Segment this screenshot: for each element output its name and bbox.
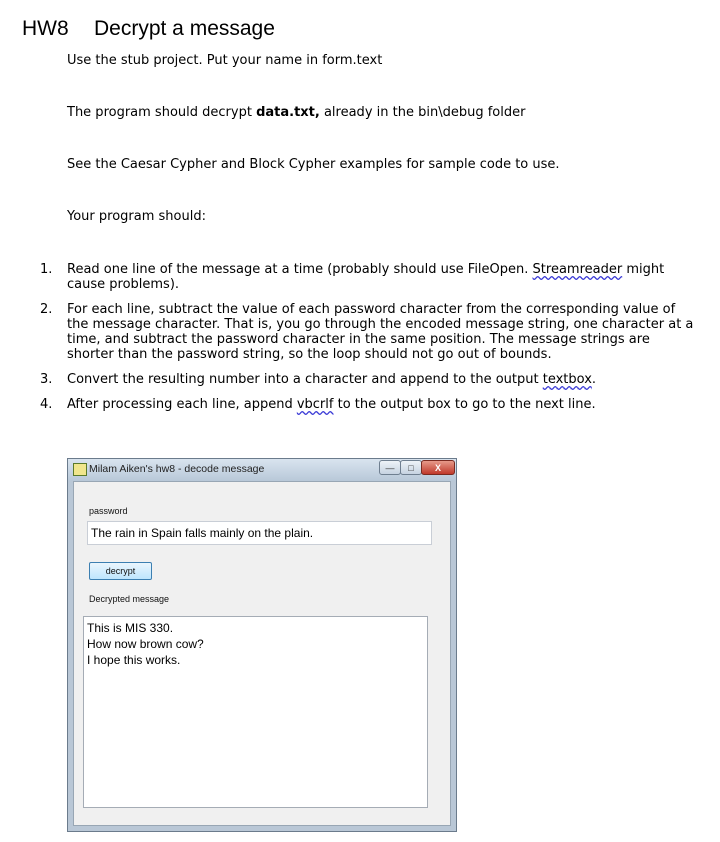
spell-flag-word: Streamreader bbox=[532, 262, 623, 277]
instruction-paragraph-4: Your program should: bbox=[67, 209, 206, 224]
instruction-paragraph-2 bbox=[67, 105, 525, 121]
output-line: How now brown cow? bbox=[87, 637, 204, 651]
window-title: Milam Aiken's hw8 - decode message bbox=[89, 463, 265, 475]
window-titlebar[interactable] bbox=[68, 459, 456, 481]
step-item bbox=[40, 397, 700, 412]
spell-flag-word: textbox bbox=[542, 372, 592, 387]
app-icon bbox=[73, 463, 87, 476]
step-text-end: to the output box to go to the next line. bbox=[333, 397, 596, 412]
step-number: 3. bbox=[40, 372, 53, 387]
output-line: I hope this works. bbox=[87, 653, 181, 667]
step-text-end: might cause problems). bbox=[67, 262, 665, 292]
step-text: For each line, subtract the value of each password character from the corresponding value of the message character. That is, you go through the encoded message string, one character at a time, and subtract the password character in the same position. The message strings are shorter than the password string, so the loop should not go out of bounds. bbox=[67, 302, 694, 362]
step-text: After processing each line, append bbox=[67, 397, 297, 412]
step-text: Read one line of the message at a time (probably should use FileOpen. bbox=[67, 262, 533, 277]
spell-flag-word: vbcrlf bbox=[296, 397, 334, 412]
step-item bbox=[40, 372, 700, 387]
instruction-paragraph-3: See the Caesar Cypher and Block Cypher examples for sample code to use. bbox=[67, 157, 560, 172]
decrypted-output-textbox[interactable] bbox=[83, 616, 428, 808]
output-line: This is MIS 330. bbox=[87, 621, 174, 635]
steps-list bbox=[40, 262, 700, 422]
minimize-button[interactable]: — bbox=[379, 460, 401, 475]
p2-suffix: already in the bin\debug folder bbox=[319, 105, 526, 120]
instruction-paragraph-1: Use the stub project. Put your name in form.text bbox=[67, 53, 383, 68]
step-number: 2. bbox=[40, 302, 53, 317]
maximize-button[interactable]: □ bbox=[400, 460, 422, 475]
app-window-screenshot bbox=[67, 458, 457, 832]
decrypt-button[interactable]: decrypt bbox=[89, 562, 152, 580]
password-input[interactable] bbox=[87, 521, 432, 545]
step-text-end: . bbox=[591, 372, 597, 387]
assignment-number: HW8 bbox=[22, 17, 69, 40]
close-button[interactable]: X bbox=[421, 460, 455, 475]
window-client-area bbox=[73, 481, 451, 826]
step-number: 4. bbox=[40, 397, 53, 412]
data-file-name: data.txt, bbox=[256, 105, 320, 120]
step-number: 1. bbox=[40, 262, 53, 277]
page-heading bbox=[22, 17, 275, 41]
decrypted-message-label: Decrypted message bbox=[89, 594, 170, 604]
p2-prefix: The program should decrypt bbox=[67, 105, 257, 120]
step-text: Convert the resulting number into a character and append to the output bbox=[67, 372, 543, 387]
step-item bbox=[40, 302, 700, 362]
password-label: password bbox=[89, 506, 128, 516]
assignment-title: Decrypt a message bbox=[94, 17, 275, 40]
step-item bbox=[40, 262, 700, 292]
